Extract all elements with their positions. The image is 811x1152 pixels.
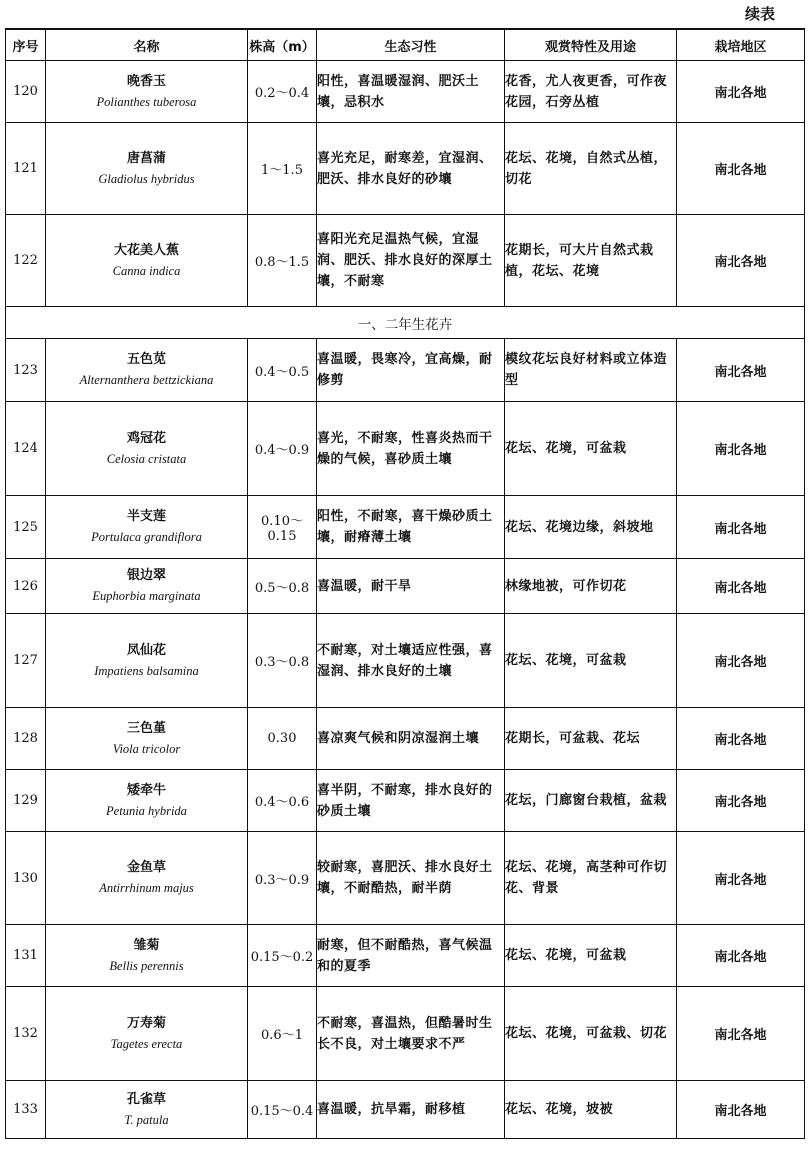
header-use: 观赏特性及用途 xyxy=(505,29,677,61)
latin-name: Impatiens balsamina xyxy=(94,663,199,678)
plant-name-cell xyxy=(46,987,248,1081)
latin-name: Alternanthera bettzickiana xyxy=(79,373,214,387)
row-number: 132 xyxy=(6,987,46,1081)
cultivation-region: 南北各地 xyxy=(677,339,805,402)
ornamental-use: 花坛、花境，自然式丛植，切花 xyxy=(505,123,677,215)
ornamental-use: 花坛，门廊窗台栽植，盆栽 xyxy=(505,770,677,832)
ornamental-use: 花坛、花境边缘，斜坡地 xyxy=(505,496,677,559)
chinese-name: 三色堇 xyxy=(126,720,166,736)
latin-name: Polianthes tuberosa xyxy=(96,94,197,109)
chinese-name: 万寿菊 xyxy=(126,1015,166,1031)
ecological-habit: 较耐寒，喜肥沃、排水良好土壤，不耐酷热，耐半荫 xyxy=(317,832,505,925)
plant-height: 1～1.5 xyxy=(248,123,317,215)
table-row xyxy=(6,215,805,307)
plant-height: 0.10～0.15 xyxy=(248,496,317,559)
plant-height: 0.3～0.8 xyxy=(248,614,317,708)
latin-name: T. patula xyxy=(124,1112,169,1127)
plant-height: 0.6～1 xyxy=(248,987,317,1081)
table-row xyxy=(6,559,805,614)
header-habit: 生态习性 xyxy=(317,29,505,61)
plant-name-cell xyxy=(46,708,248,770)
table-row xyxy=(6,123,805,215)
group-heading-row xyxy=(6,307,805,339)
chinese-name: 凤仙花 xyxy=(126,642,166,658)
chinese-name: 晚香玉 xyxy=(126,73,166,89)
plant-name-cell xyxy=(46,1081,248,1139)
ecological-habit: 阳性，喜温暖湿润、肥沃土壤，忌积水 xyxy=(317,61,505,123)
group-heading: 一、二年生花卉 xyxy=(6,307,805,339)
plant-height: 0.5～0.8 xyxy=(248,559,317,614)
cultivation-region: 南北各地 xyxy=(677,215,805,307)
plant-name-cell xyxy=(46,925,248,987)
plant-height: 0.15～0.2 xyxy=(248,925,317,987)
table-row xyxy=(6,925,805,987)
latin-name: Canna indica xyxy=(112,263,181,278)
plant-table xyxy=(5,28,805,1139)
row-number: 123 xyxy=(6,339,46,402)
header-height: 株高（m） xyxy=(248,29,317,61)
ornamental-use: 模纹花坛良好材料或立体造型 xyxy=(505,339,677,402)
table-row xyxy=(6,1081,805,1139)
plant-name-cell xyxy=(46,123,248,215)
row-number: 129 xyxy=(6,770,46,832)
chinese-name: 雏菊 xyxy=(133,937,160,953)
header-no: 序号 xyxy=(6,29,46,61)
cultivation-region: 南北各地 xyxy=(677,559,805,614)
row-number: 128 xyxy=(6,708,46,770)
plant-name-cell xyxy=(46,770,248,832)
table-row xyxy=(6,496,805,559)
ornamental-use: 花香，尤人夜更香，可作夜花园，石旁丛植 xyxy=(505,61,677,123)
plant-height: 0.2～0.4 xyxy=(248,61,317,123)
cultivation-region: 南北各地 xyxy=(677,614,805,708)
ecological-habit: 喜半阴，不耐寒，排水良好的砂质土壤 xyxy=(317,770,505,832)
ornamental-use: 花坛、花境，坡被 xyxy=(505,1081,677,1139)
continued-table-label: 续表 xyxy=(744,5,775,23)
row-number: 130 xyxy=(6,832,46,925)
latin-name: Tagetes erecta xyxy=(110,1036,183,1051)
chinese-name: 矮牵牛 xyxy=(126,782,166,798)
table-row xyxy=(6,832,805,925)
row-number: 122 xyxy=(6,215,46,307)
latin-name: Gladiolus hybridus xyxy=(98,171,195,186)
row-number: 124 xyxy=(6,402,46,496)
table-row xyxy=(6,987,805,1081)
table-row xyxy=(6,339,805,402)
plant-name-cell xyxy=(46,339,248,402)
table-row xyxy=(6,61,805,123)
cultivation-region: 南北各地 xyxy=(677,832,805,925)
cultivation-region: 南北各地 xyxy=(677,496,805,559)
latin-name: Bellis perennis xyxy=(109,958,184,973)
plant-name-cell xyxy=(46,832,248,925)
ecological-habit: 喜光充足，耐寒差，宜湿润、肥沃、排水良好的砂壤 xyxy=(317,123,505,215)
plant-height: 0.15～0.4 xyxy=(248,1081,317,1139)
row-number: 121 xyxy=(6,123,46,215)
header-name: 名称 xyxy=(46,29,248,61)
cultivation-region: 南北各地 xyxy=(677,402,805,496)
ornamental-use: 花坛、花境，可盆栽 xyxy=(505,925,677,987)
ornamental-use: 花坛、花境，可盆栽、切花 xyxy=(505,987,677,1081)
plant-height: 0.8～1.5 xyxy=(248,215,317,307)
latin-name: Viola tricolor xyxy=(112,741,181,756)
ornamental-use: 花期长，可大片自然式栽植，花坛、花境 xyxy=(505,215,677,307)
plant-height: 0.4～0.5 xyxy=(248,339,317,402)
cultivation-region: 南北各地 xyxy=(677,770,805,832)
ecological-habit: 喜光，不耐寒，性喜炎热而干燥的气候，喜砂质土壤 xyxy=(317,402,505,496)
plant-name-cell xyxy=(46,215,248,307)
chinese-name: 银边翠 xyxy=(126,568,166,583)
latin-name: Celosia cristata xyxy=(106,451,187,466)
cultivation-region: 南北各地 xyxy=(677,1081,805,1139)
latin-name: Portulaca grandiflora xyxy=(91,530,202,544)
plant-name-cell xyxy=(46,496,248,559)
header-region: 栽培地区 xyxy=(677,29,805,61)
table-row xyxy=(6,402,805,496)
cultivation-region: 南北各地 xyxy=(677,708,805,770)
table-row xyxy=(6,770,805,832)
row-number: 131 xyxy=(6,925,46,987)
ornamental-use: 花期长，可盆栽、花坛 xyxy=(505,708,677,770)
plant-height: 0.3～0.9 xyxy=(248,832,317,925)
plant-name-cell xyxy=(46,614,248,708)
row-number: 120 xyxy=(6,61,46,123)
cultivation-region: 南北各地 xyxy=(677,987,805,1081)
ornamental-use: 花坛、花境，可盆栽 xyxy=(505,614,677,708)
table-row xyxy=(6,614,805,708)
plant-height: 0.30 xyxy=(248,708,317,770)
cultivation-region: 南北各地 xyxy=(677,925,805,987)
chinese-name: 五色苋 xyxy=(126,352,166,367)
table-header-row xyxy=(6,29,805,61)
plant-height: 0.4～0.6 xyxy=(248,770,317,832)
row-number: 127 xyxy=(6,614,46,708)
ecological-habit: 喜温暖，抗旱霜，耐移植 xyxy=(317,1081,505,1139)
chinese-name: 唐菖蒲 xyxy=(126,150,166,166)
chinese-name: 大花美人蕉 xyxy=(113,242,179,258)
latin-name: Petunia hybrida xyxy=(106,803,187,818)
chinese-name: 金鱼草 xyxy=(126,860,166,875)
ecological-habit: 不耐寒，喜温热，但酷暑时生长不良，对土壤要求不严 xyxy=(317,987,505,1081)
ecological-habit: 喜阳光充足温热气候，宜湿润、肥沃、排水良好的深厚土壤，不耐寒 xyxy=(317,215,505,307)
cultivation-region: 南北各地 xyxy=(677,123,805,215)
ecological-habit: 喜温暖，耐干旱 xyxy=(317,559,505,614)
ecological-habit: 阳性，不耐寒，喜干燥砂质土壤，耐瘠薄土壤 xyxy=(317,496,505,559)
ecological-habit: 喜温暖，畏寒冷，宜高燥，耐修剪 xyxy=(317,339,505,402)
plant-name-cell xyxy=(46,61,248,123)
latin-name: Euphorbia marginata xyxy=(92,589,201,603)
latin-name: Antirrhinum majus xyxy=(99,881,194,895)
ecological-habit: 喜凉爽气候和阴凉湿润土壤 xyxy=(317,708,505,770)
ecological-habit: 耐寒，但不耐酷热，喜气候温和的夏季 xyxy=(317,925,505,987)
row-number: 125 xyxy=(6,496,46,559)
row-number: 126 xyxy=(6,559,46,614)
ornamental-use: 花坛、花境，可盆栽 xyxy=(505,402,677,496)
row-number: 133 xyxy=(6,1081,46,1139)
ecological-habit: 不耐寒，对土壤适应性强，喜湿润、排水良好的土壤 xyxy=(317,614,505,708)
ornamental-use: 花坛、花境，高茎种可作切花、背景 xyxy=(505,832,677,925)
table-row xyxy=(6,708,805,770)
plant-name-cell xyxy=(46,559,248,614)
ornamental-use: 林缘地被，可作切花 xyxy=(505,559,677,614)
chinese-name: 鸡冠花 xyxy=(126,430,166,446)
cultivation-region: 南北各地 xyxy=(677,61,805,123)
plant-name-cell xyxy=(46,402,248,496)
chinese-name: 半支莲 xyxy=(126,509,166,524)
chinese-name: 孔雀草 xyxy=(126,1091,166,1107)
plant-height: 0.4～0.9 xyxy=(248,402,317,496)
